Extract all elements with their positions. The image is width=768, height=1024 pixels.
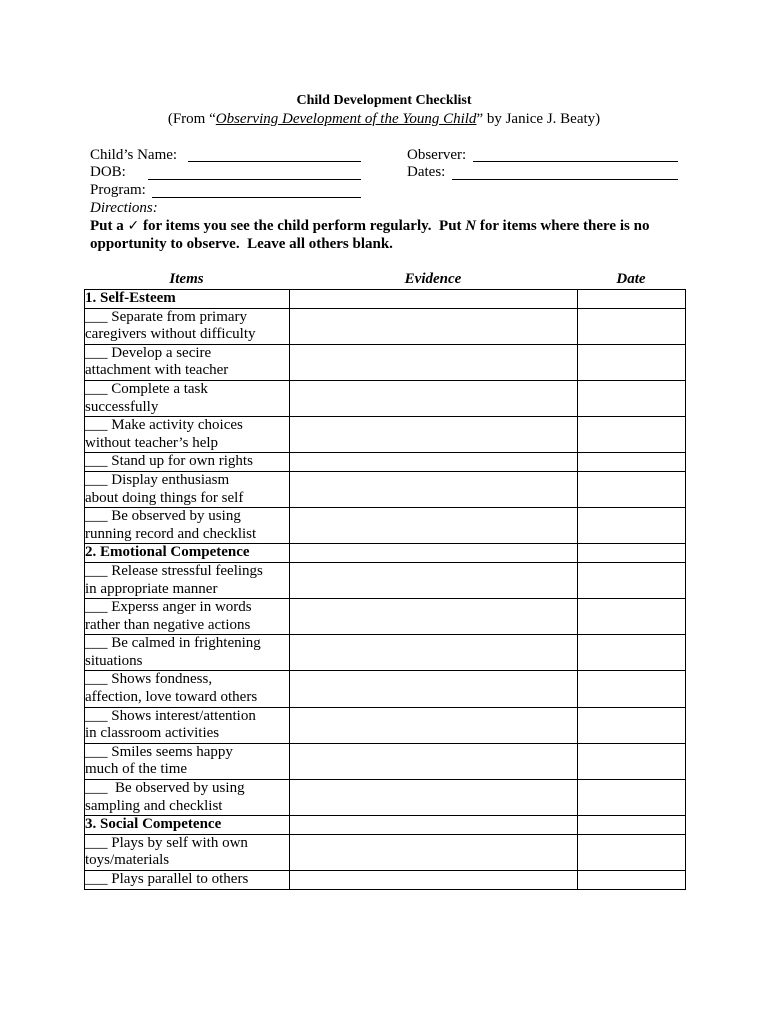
checklist-body: [85, 290, 686, 890]
item-text-line: ___ Be observed by using: [85, 508, 241, 525]
item-cell: [85, 635, 290, 671]
date-cell: [578, 743, 686, 779]
checklist-item-row: [85, 780, 686, 816]
item-cell: [85, 562, 290, 598]
item-cell: [85, 743, 290, 779]
item-text-line: in appropriate manner: [85, 580, 218, 597]
evidence-cell: [290, 834, 578, 870]
item-text-line: situations: [85, 652, 143, 669]
evidence-cell: [290, 417, 578, 453]
date-cell: [578, 599, 686, 635]
directions-label: Directions:: [90, 200, 158, 216]
checklist-item-row: [85, 671, 686, 707]
section-title: 2. Emotional Competence: [85, 544, 290, 563]
date-column-header: Date: [616, 271, 646, 287]
date-cell: [578, 635, 686, 671]
item-text-line: caregivers without difficulty: [85, 326, 256, 343]
item-text-line: ___ Make activity choices: [85, 417, 243, 434]
item-text-line: ___ Display enthusiasm: [85, 471, 230, 488]
item-text-line: much of the time: [85, 761, 188, 778]
section-title: 3. Social Competence: [85, 816, 290, 835]
program-blank: [152, 197, 361, 198]
evidence-cell: [290, 562, 578, 598]
item-text-line: ___ Shows fondness,: [85, 671, 213, 688]
observer-blank: [473, 161, 678, 162]
evidence-cell: [290, 453, 578, 472]
item-text-line: ___ Shows interest/attention: [85, 707, 256, 724]
evidence-cell: [290, 308, 578, 344]
evidence-cell: [290, 544, 578, 563]
item-text-line: toys/materials: [85, 852, 170, 869]
item-text-line: running record and checklist: [85, 525, 257, 542]
item-text-line: without teacher’s help: [85, 434, 219, 451]
evidence-cell: [290, 635, 578, 671]
item-text-line: ___ Develop a secire: [85, 344, 212, 361]
item-cell: [85, 344, 290, 380]
instructions-line-2: opportunity to observe. Leave all others blank.: [90, 236, 393, 252]
checklist-item-row: [85, 344, 686, 380]
date-cell: [578, 562, 686, 598]
date-cell: [578, 308, 686, 344]
check-mark-icon: ✓: [127, 218, 140, 234]
item-text-line: ___ Complete a task: [85, 380, 208, 397]
checklist-item-row: [85, 599, 686, 635]
item-text-line: ___ Smiles seems happy: [85, 743, 233, 760]
item-cell: [85, 599, 290, 635]
item-cell: [85, 508, 290, 544]
items-column-header: Items: [169, 271, 204, 287]
date-cell: [578, 290, 686, 309]
dob-label: DOB:: [90, 164, 126, 180]
item-cell: [85, 471, 290, 507]
item-cell: [85, 834, 290, 870]
date-cell: [578, 453, 686, 472]
observer-label: Observer:: [407, 147, 467, 163]
item-cell: [85, 707, 290, 743]
item-text-line: ___ Experss anger in words: [85, 599, 252, 616]
date-cell: [578, 671, 686, 707]
checklist-item-row: [85, 471, 686, 507]
document-title: Child Development Checklist: [296, 93, 472, 108]
section-row: [85, 290, 686, 309]
date-cell: [578, 871, 686, 890]
evidence-cell: [290, 599, 578, 635]
evidence-cell: [290, 671, 578, 707]
item-cell: [85, 380, 290, 416]
child-name-label: Child’s Name:: [90, 147, 178, 163]
evidence-cell: [290, 707, 578, 743]
date-cell: [578, 508, 686, 544]
item-text-line: rather than negative actions: [85, 616, 251, 633]
checklist-item-row: [85, 453, 686, 472]
item-text-line: in classroom activities: [85, 725, 220, 742]
evidence-cell: [290, 816, 578, 835]
instructions-line-1: [90, 217, 649, 235]
dob-blank: [148, 179, 361, 180]
item-text-line: ___ Stand up for own rights: [85, 453, 253, 470]
item-text-line: ___ Release stressful feelings: [85, 562, 263, 579]
checklist-table: [84, 289, 686, 890]
item-text-line: about doing things for self: [85, 489, 244, 506]
item-cell: [85, 780, 290, 816]
date-cell: [578, 816, 686, 835]
checklist-item-row: [85, 508, 686, 544]
item-cell: [85, 871, 290, 890]
evidence-cell: [290, 871, 578, 890]
section-row: [85, 816, 686, 835]
n-mark: N: [465, 218, 477, 234]
section-row: [85, 544, 686, 563]
instructions-text: for items where there is no: [476, 218, 650, 234]
date-cell: [578, 707, 686, 743]
item-text-line: ___ Plays by self with own: [85, 834, 248, 851]
section-title: 1. Self-Esteem: [85, 290, 290, 309]
item-text-line: ___ Separate from primary: [85, 308, 248, 325]
evidence-column-header: Evidence: [404, 271, 462, 287]
evidence-cell: [290, 508, 578, 544]
checklist-column-headers: [84, 270, 685, 288]
source-citation: [0, 110, 768, 128]
date-cell: [578, 780, 686, 816]
checklist-item-row: [85, 635, 686, 671]
item-cell: [85, 308, 290, 344]
checklist-item-row: [85, 417, 686, 453]
item-text-line: ___ Be observed by using: [85, 780, 245, 797]
item-cell: [85, 453, 290, 472]
checklist-item-row: [85, 743, 686, 779]
instructions-text: for items you see the child perform regularly. Put: [139, 218, 466, 234]
checklist-item-row: [85, 562, 686, 598]
date-cell: [578, 344, 686, 380]
evidence-cell: [290, 290, 578, 309]
item-text-line: sampling and checklist: [85, 797, 223, 814]
dates-label: Dates:: [407, 164, 446, 180]
evidence-cell: [290, 743, 578, 779]
checklist-item-row: [85, 871, 686, 890]
source-prefix: (From “: [167, 111, 216, 127]
checklist-item-row: [85, 834, 686, 870]
evidence-cell: [290, 471, 578, 507]
evidence-cell: [290, 344, 578, 380]
checklist-item-row: [85, 380, 686, 416]
checklist-item-row: [85, 707, 686, 743]
date-cell: [578, 544, 686, 563]
date-cell: [578, 380, 686, 416]
child-name-blank: [188, 161, 361, 162]
date-cell: [578, 417, 686, 453]
item-text-line: ___ Be calmed in frightening: [85, 635, 261, 652]
evidence-cell: [290, 780, 578, 816]
checklist-item-row: [85, 308, 686, 344]
item-text-line: attachment with teacher: [85, 362, 229, 379]
date-cell: [578, 471, 686, 507]
dates-blank: [452, 179, 678, 180]
book-title: Observing Development of the Young Child: [215, 111, 477, 127]
item-text-line: successfully: [85, 398, 159, 415]
evidence-cell: [290, 380, 578, 416]
instructions-text: Put a: [90, 218, 128, 234]
program-label: Program:: [90, 182, 146, 198]
date-cell: [578, 834, 686, 870]
item-cell: [85, 417, 290, 453]
source-suffix: ” by Janice J. Beaty): [476, 111, 601, 127]
item-cell: [85, 671, 290, 707]
item-text-line: affection, love toward others: [85, 689, 258, 706]
item-text-line: ___ Plays parallel to others: [85, 871, 249, 887]
